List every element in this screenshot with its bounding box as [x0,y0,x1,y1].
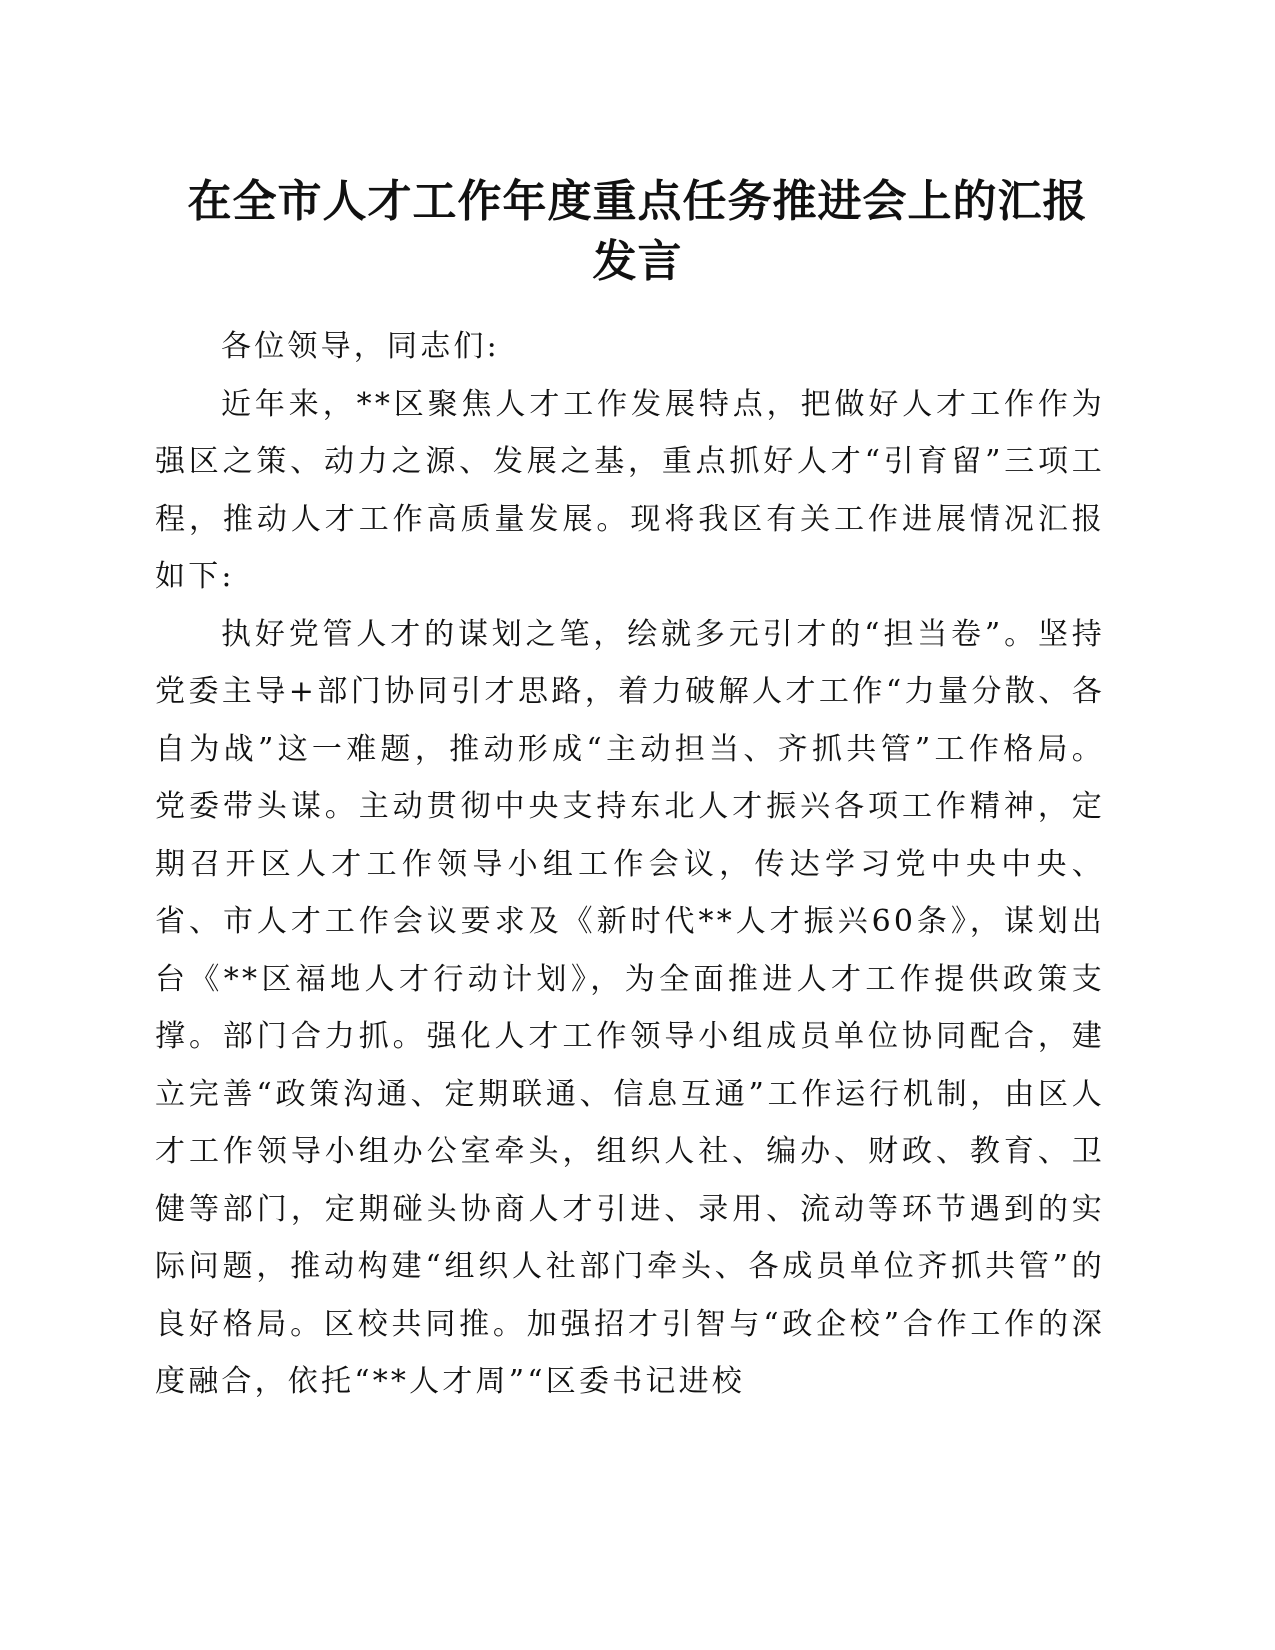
salutation-paragraph: 各位领导，同志们: [221,329,500,364]
document-body [155,318,1105,1411]
title-line-1: 在全市人才工作年度重点任务推进会上的汇报 [187,176,1088,227]
document-title [140,172,1135,292]
intro-paragraph: 近年来，**区聚焦人才工作发展特点，把做好人才工作作为强区之策、动力之源、发展之基，重点抓好人才“引育留”三项工程，推动人才工作高质量发展。现将我区有关工作进展情况汇报如下: [155,386,1105,594]
section-one-paragraph: 执好党管人才的谋划之笔，绘就多元引才的“担当卷”。坚持党委主导+部门协同引才思路，着力破解人才工作“力量分散、各自为战”这一难题，推动形成“主动担当、齐抓共管”工作格局。党委带头谋。主动贯彻中央支持东北人才振兴各项工作精神，定期召开区人才工作领导小组工作会议，传达学习党中央中央、省、市人才工作会议要求及《新时代**人才振兴60条》，谋划出台《**区福地人才行动计划》，为全面推进人才工作提供政策支撑。部门合力抓。强化人才工作领导小组成员单位协同配合，建立完善“政策沟通、定期联通、信息互通”工作运行机制，由区人才工作领导小组办公室牵头，组织人社、编办、财政、教育、卫健等部门，定期碰头协商人才引进、录用、流动等环节遇到的实际问题，推动构建“组织人社部门牵头、各成员单位齐抓共管”的良好格局。区校共同推。加强招才引智与“政企校”合作工作的深度融合，依托“**人才周”“区委书记进校 [155,616,1105,1399]
title-line-2: 发言 [592,236,683,287]
